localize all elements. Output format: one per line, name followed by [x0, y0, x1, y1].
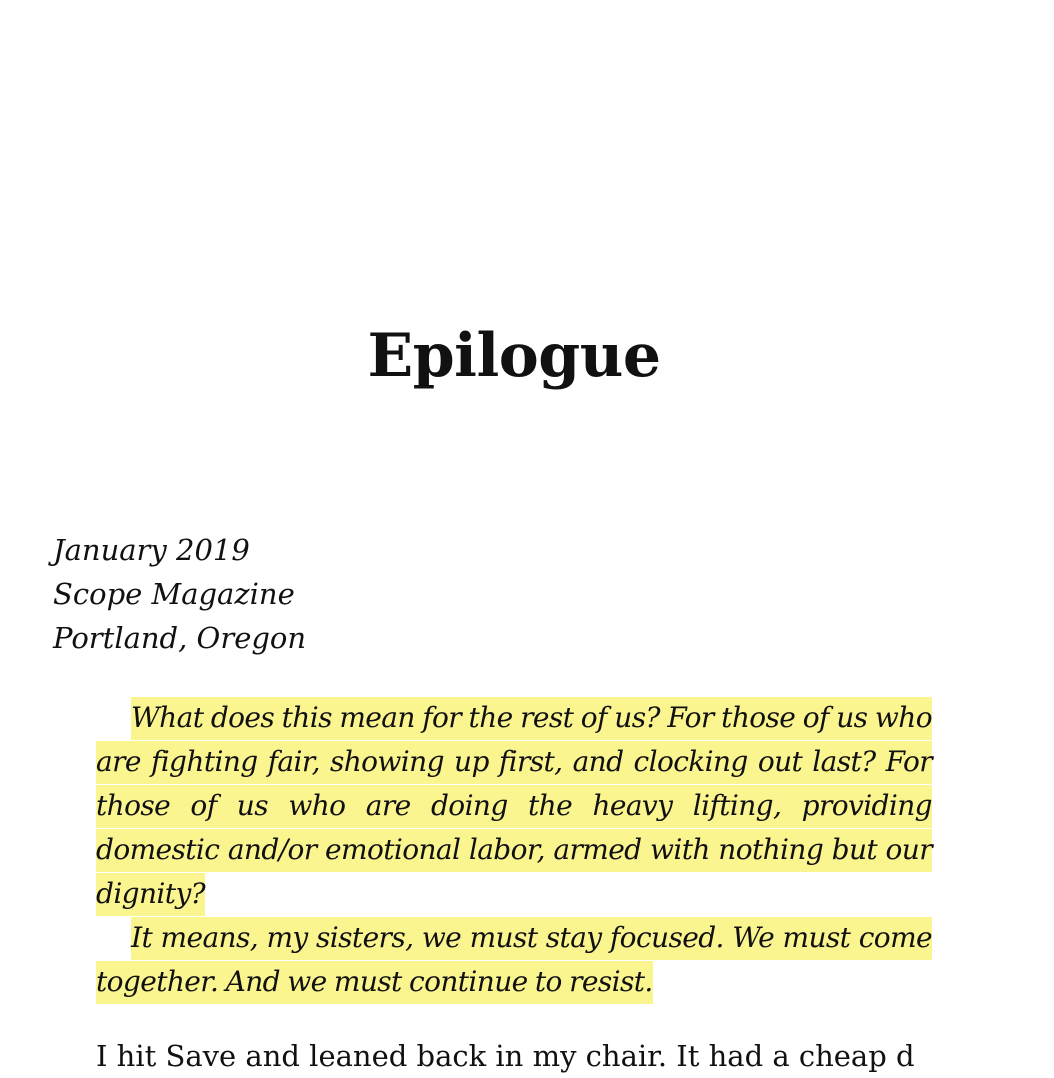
dateline-date: January 2019	[53, 533, 250, 567]
dateline	[53, 528, 306, 660]
dateline-publication: Scope Magazine	[53, 577, 295, 611]
highlighted-text[interactable]: It means, my sisters, we must stay focused. We must come together. And we must continue to resist.	[96, 917, 932, 1004]
dateline-location: Portland, Oregon	[53, 621, 307, 655]
quote-paragraph	[96, 916, 932, 1004]
highlighted-text[interactable]: What does this mean for the rest of us? For those of us who are fighting fair, showing up first, and clocking out last? For those of us who are doing the heavy lifting, providing domestic and/or emotional labor, armed with nothing but our dignity?	[96, 697, 932, 916]
quote-paragraph	[96, 696, 932, 916]
body-paragraph: I hit Save and leaned back in my chair. It had a cheap d	[96, 1039, 915, 1073]
highlighted-quote[interactable]	[96, 696, 932, 1004]
chapter-title: Epilogue	[367, 321, 661, 391]
